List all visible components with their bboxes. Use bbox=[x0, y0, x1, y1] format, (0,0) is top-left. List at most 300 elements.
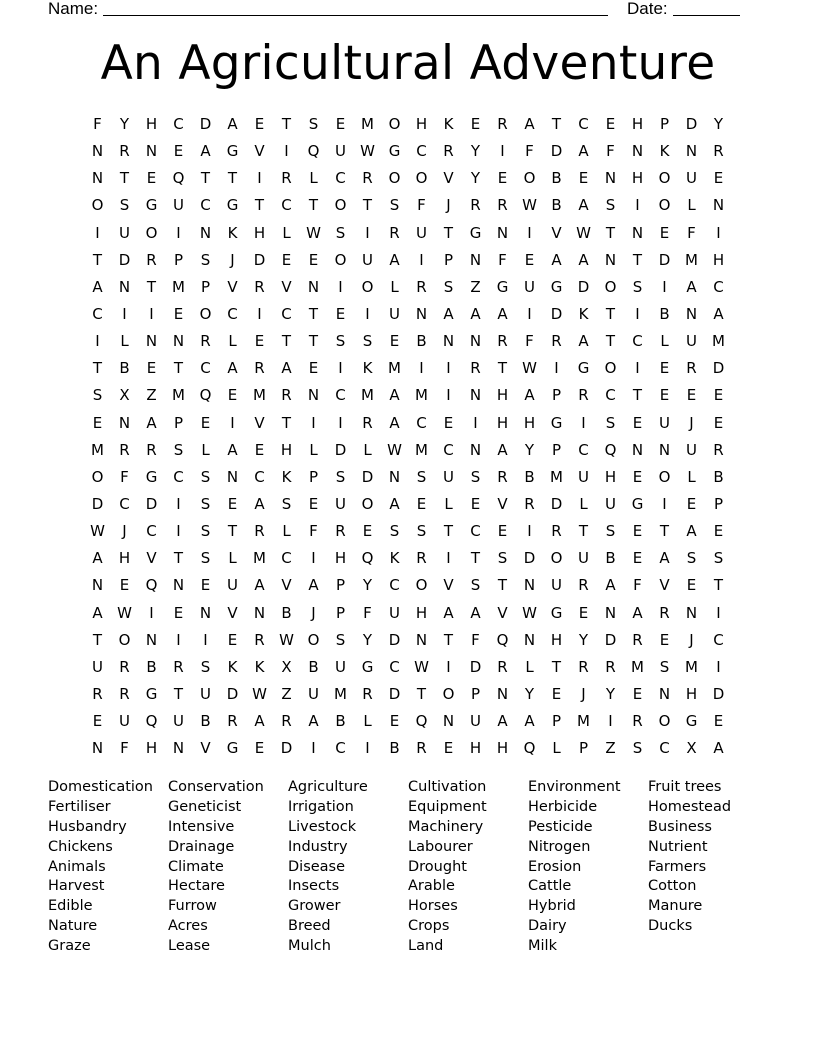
grid-letter: U bbox=[659, 413, 670, 432]
grid-letter: A bbox=[443, 304, 454, 323]
grid-letter: D bbox=[712, 359, 725, 378]
grid-letter: E bbox=[254, 115, 265, 133]
grid-letter: T bbox=[551, 115, 562, 133]
grid-letter: C bbox=[605, 386, 616, 405]
word-list-item: Herbicide bbox=[528, 798, 598, 815]
word-list-item: Business bbox=[648, 818, 712, 835]
grid-letter: I bbox=[149, 603, 154, 622]
grid-letter: S bbox=[416, 522, 427, 541]
grid-letter: L bbox=[687, 196, 696, 215]
grid-letter: Y bbox=[470, 169, 481, 188]
grid-letter: L bbox=[282, 522, 291, 541]
grid-letter: P bbox=[470, 684, 481, 703]
grid-letter: L bbox=[660, 332, 669, 351]
grid-letter: A bbox=[524, 712, 535, 731]
grid-letter: C bbox=[173, 115, 184, 133]
grid-letter: H bbox=[253, 223, 266, 242]
grid-letter: S bbox=[200, 494, 211, 513]
grid-letter: E bbox=[92, 712, 103, 731]
grid-letter: N bbox=[118, 413, 131, 432]
grid-letter: R bbox=[470, 359, 481, 378]
grid-letter: B bbox=[659, 304, 670, 323]
grid-letter: P bbox=[551, 712, 562, 731]
grid-letter: E bbox=[146, 359, 157, 378]
word-list-item: Chickens bbox=[48, 838, 113, 855]
word-list-item: Horses bbox=[408, 898, 458, 915]
word-list-item: Pesticide bbox=[528, 818, 593, 835]
grid-letter: I bbox=[716, 223, 721, 242]
grid-letter: R bbox=[227, 712, 238, 731]
grid-letter: I bbox=[176, 522, 181, 541]
grid-letter: E bbox=[227, 386, 238, 405]
grid-letter: S bbox=[605, 196, 616, 215]
grid-letter: B bbox=[281, 603, 292, 622]
grid-letter: V bbox=[227, 277, 238, 296]
grid-letter: L bbox=[309, 440, 318, 459]
grid-letter: A bbox=[497, 304, 508, 323]
grid-letter: I bbox=[635, 359, 640, 378]
grid-letter: H bbox=[496, 739, 509, 758]
grid-letter: E bbox=[173, 304, 184, 323]
grid-letter: N bbox=[172, 739, 185, 758]
grid-letter: C bbox=[335, 739, 346, 758]
grid-letter: E bbox=[632, 413, 643, 432]
grid-letter: H bbox=[550, 630, 563, 649]
grid-letter: O bbox=[361, 277, 374, 296]
grid-letter: H bbox=[685, 684, 698, 703]
grid-letter: R bbox=[146, 250, 157, 269]
grid-letter: Z bbox=[281, 684, 292, 703]
grid-letter: V bbox=[254, 413, 265, 432]
grid-letter: T bbox=[308, 304, 319, 323]
grid-letter: I bbox=[527, 304, 532, 323]
grid-letter: R bbox=[362, 684, 373, 703]
grid-letter: M bbox=[172, 386, 185, 405]
word-list-item: Hectare bbox=[168, 878, 225, 895]
grid-letter: E bbox=[497, 169, 508, 188]
grid-letter: Q bbox=[523, 739, 536, 758]
grid-letter: F bbox=[417, 196, 426, 215]
grid-letter: N bbox=[469, 250, 482, 269]
grid-letter: A bbox=[578, 332, 589, 351]
grid-letter: O bbox=[658, 169, 671, 188]
grid-letter: R bbox=[686, 359, 697, 378]
grid-letter: V bbox=[551, 223, 562, 242]
word-list-item: Cotton bbox=[648, 878, 697, 895]
grid-letter: F bbox=[606, 142, 615, 161]
grid-letter: E bbox=[713, 522, 724, 541]
grid-letter: L bbox=[552, 739, 561, 758]
grid-letter: A bbox=[92, 277, 103, 296]
grid-letter: Y bbox=[362, 576, 373, 595]
grid-letter: A bbox=[578, 250, 589, 269]
grid-letter: I bbox=[338, 277, 343, 296]
name-blank-line bbox=[103, 15, 608, 16]
grid-letter: F bbox=[525, 332, 534, 351]
grid-letter: T bbox=[578, 522, 589, 541]
grid-letter: V bbox=[200, 739, 211, 758]
grid-letter: U bbox=[578, 549, 589, 568]
grid-letter: Q bbox=[199, 386, 212, 405]
grid-letter: T bbox=[605, 223, 616, 242]
grid-letter: I bbox=[635, 196, 640, 215]
grid-letter: W bbox=[306, 223, 321, 242]
grid-letter: A bbox=[389, 413, 400, 432]
grid-letter: E bbox=[281, 250, 292, 269]
grid-letter: R bbox=[578, 657, 589, 676]
grid-letter: N bbox=[199, 603, 212, 622]
grid-letter: Q bbox=[307, 142, 320, 161]
grid-letter: E bbox=[254, 440, 265, 459]
grid-letter: E bbox=[335, 304, 346, 323]
grid-letter: I bbox=[554, 359, 559, 378]
grid-letter: I bbox=[419, 359, 424, 378]
grid-letter: W bbox=[252, 684, 267, 703]
grid-letter: P bbox=[200, 277, 211, 296]
word-list-item: Intensive bbox=[168, 818, 235, 835]
grid-letter: R bbox=[497, 467, 508, 486]
grid-letter: T bbox=[173, 684, 184, 703]
grid-letter: T bbox=[173, 359, 184, 378]
grid-letter: T bbox=[281, 115, 292, 133]
grid-letter: W bbox=[576, 223, 591, 242]
grid-letter: D bbox=[550, 304, 563, 323]
grid-letter: O bbox=[361, 494, 374, 513]
grid-letter: N bbox=[658, 440, 671, 459]
grid-letter: N bbox=[91, 142, 104, 161]
grid-letter: T bbox=[119, 169, 130, 188]
grid-letter: G bbox=[631, 494, 644, 513]
grid-letter: A bbox=[443, 603, 454, 622]
grid-letter: T bbox=[605, 304, 616, 323]
grid-letter: T bbox=[92, 250, 103, 269]
grid-letter: B bbox=[551, 196, 562, 215]
grid-letter: A bbox=[227, 115, 238, 133]
grid-letter: N bbox=[442, 712, 455, 731]
grid-letter: A bbox=[551, 250, 562, 269]
grid-letter: O bbox=[415, 576, 428, 595]
grid-letter: V bbox=[497, 494, 508, 513]
grid-letter: C bbox=[632, 332, 643, 351]
grid-letter: R bbox=[119, 440, 130, 459]
grid-letter: F bbox=[633, 576, 642, 595]
grid-letter: A bbox=[524, 386, 535, 405]
grid-letter: G bbox=[388, 142, 401, 161]
word-list-item: Nutrient bbox=[648, 838, 708, 855]
grid-letter: R bbox=[416, 549, 427, 568]
grid-letter: N bbox=[523, 630, 536, 649]
grid-letter: R bbox=[632, 712, 643, 731]
grid-letter: W bbox=[360, 142, 375, 161]
grid-letter: A bbox=[497, 440, 508, 459]
grid-letter: G bbox=[226, 739, 239, 758]
grid-letter: K bbox=[227, 657, 238, 676]
grid-letter: E bbox=[200, 413, 211, 432]
grid-letter: S bbox=[335, 467, 346, 486]
grid-letter: E bbox=[659, 223, 670, 242]
grid-letter: I bbox=[149, 304, 154, 323]
grid-letter: A bbox=[578, 196, 589, 215]
grid-letter: O bbox=[658, 196, 671, 215]
grid-letter: B bbox=[416, 332, 427, 351]
grid-letter: S bbox=[92, 386, 103, 405]
grid-letter: T bbox=[632, 386, 643, 405]
grid-letter: K bbox=[389, 549, 400, 568]
grid-letter: C bbox=[254, 467, 265, 486]
grid-letter: A bbox=[308, 712, 319, 731]
grid-letter: R bbox=[578, 386, 589, 405]
word-list-item: Ducks bbox=[648, 918, 693, 935]
grid-letter: A bbox=[146, 413, 157, 432]
grid-letter: R bbox=[632, 630, 643, 649]
grid-letter: D bbox=[388, 630, 401, 649]
grid-letter: E bbox=[686, 494, 697, 513]
grid-letter: Y bbox=[119, 115, 130, 133]
grid-letter: A bbox=[254, 576, 265, 595]
grid-letter: U bbox=[119, 712, 130, 731]
grid-letter: B bbox=[335, 712, 346, 731]
grid-letter: S bbox=[200, 522, 211, 541]
grid-letter: S bbox=[200, 549, 211, 568]
grid-letter: A bbox=[578, 142, 589, 161]
grid-letter: I bbox=[473, 413, 478, 432]
grid-letter: R bbox=[254, 630, 265, 649]
grid-letter: V bbox=[254, 142, 265, 161]
grid-letter: E bbox=[254, 739, 265, 758]
grid-letter: T bbox=[605, 332, 616, 351]
grid-letter: R bbox=[524, 494, 535, 513]
grid-letter: L bbox=[228, 332, 237, 351]
grid-letter: H bbox=[118, 549, 131, 568]
grid-letter: H bbox=[496, 386, 509, 405]
word-list-item: Homestead bbox=[648, 798, 732, 815]
grid-letter: R bbox=[659, 603, 670, 622]
grid-letter: H bbox=[496, 413, 509, 432]
grid-letter: O bbox=[604, 359, 617, 378]
grid-letter: O bbox=[658, 712, 671, 731]
grid-letter: I bbox=[284, 142, 289, 161]
grid-letter: C bbox=[416, 413, 427, 432]
grid-letter: T bbox=[173, 549, 184, 568]
grid-letter: E bbox=[92, 413, 103, 432]
grid-letter: L bbox=[363, 440, 372, 459]
grid-letter: M bbox=[631, 657, 644, 676]
grid-letter: P bbox=[308, 467, 319, 486]
grid-letter: O bbox=[199, 304, 212, 323]
grid-letter: S bbox=[632, 277, 643, 296]
grid-letter: N bbox=[685, 603, 698, 622]
grid-letter: P bbox=[659, 115, 670, 133]
grid-letter: R bbox=[335, 522, 346, 541]
grid-letter: P bbox=[578, 739, 589, 758]
word-list-item: Grower bbox=[288, 898, 341, 915]
grid-letter: U bbox=[443, 467, 454, 486]
grid-letter: V bbox=[443, 576, 454, 595]
grid-letter: I bbox=[365, 223, 370, 242]
grid-letter: I bbox=[311, 413, 316, 432]
grid-letter: I bbox=[419, 250, 424, 269]
grid-letter: E bbox=[470, 115, 481, 133]
grid-letter: E bbox=[335, 115, 346, 133]
grid-letter: H bbox=[631, 169, 644, 188]
grid-letter: O bbox=[145, 223, 158, 242]
word-list-item: Disease bbox=[288, 858, 346, 875]
grid-letter: A bbox=[470, 304, 481, 323]
grid-letter: N bbox=[685, 304, 698, 323]
grid-letter: S bbox=[281, 494, 292, 513]
grid-letter: G bbox=[550, 603, 563, 622]
grid-letter: E bbox=[389, 332, 400, 351]
grid-letter: T bbox=[227, 169, 238, 188]
grid-letter: C bbox=[659, 739, 670, 758]
grid-letter: A bbox=[389, 386, 400, 405]
grid-letter: I bbox=[230, 413, 235, 432]
grid-letter: M bbox=[253, 549, 266, 568]
grid-letter: L bbox=[309, 169, 318, 188]
grid-letter: M bbox=[577, 712, 590, 731]
grid-letter: E bbox=[524, 250, 535, 269]
word-list-item: Machinery bbox=[408, 818, 484, 835]
grid-letter: R bbox=[605, 657, 616, 676]
word-list-item: Erosion bbox=[528, 858, 582, 875]
grid-letter: A bbox=[389, 250, 400, 269]
grid-letter: D bbox=[712, 684, 725, 703]
grid-letter: N bbox=[685, 142, 698, 161]
word-list-item: Dairy bbox=[528, 918, 567, 935]
grid-letter: I bbox=[311, 739, 316, 758]
word-list-item: Industry bbox=[288, 838, 348, 855]
grid-letter: A bbox=[497, 712, 508, 731]
grid-letter: O bbox=[523, 169, 536, 188]
grid-letter: R bbox=[146, 440, 157, 459]
grid-letter: D bbox=[550, 494, 563, 513]
grid-letter: N bbox=[631, 142, 644, 161]
grid-letter: N bbox=[712, 196, 725, 215]
grid-letter: I bbox=[176, 630, 181, 649]
grid-letter: P bbox=[335, 576, 346, 595]
word-list-item: Environment bbox=[528, 779, 621, 795]
grid-letter: S bbox=[200, 250, 211, 269]
grid-letter: G bbox=[577, 359, 590, 378]
grid-letter: U bbox=[119, 223, 130, 242]
grid-letter: R bbox=[497, 196, 508, 215]
grid-letter: E bbox=[659, 386, 670, 405]
grid-letter: F bbox=[471, 630, 480, 649]
grid-letter: T bbox=[146, 277, 157, 296]
grid-letter: T bbox=[308, 332, 319, 351]
grid-letter: W bbox=[414, 657, 429, 676]
grid-letter: E bbox=[443, 739, 454, 758]
grid-letter: T bbox=[443, 522, 454, 541]
grid-letter: A bbox=[389, 494, 400, 513]
grid-letter: D bbox=[577, 277, 590, 296]
grid-letter: G bbox=[226, 196, 239, 215]
grid-letter: L bbox=[579, 494, 588, 513]
grid-letter: V bbox=[443, 169, 454, 188]
grid-letter: J bbox=[689, 630, 694, 649]
grid-letter: F bbox=[120, 467, 129, 486]
grid-letter: E bbox=[254, 332, 265, 351]
grid-letter: S bbox=[605, 522, 616, 541]
grid-letter: H bbox=[604, 467, 617, 486]
grid-letter: C bbox=[713, 630, 724, 649]
grid-letter: Z bbox=[146, 386, 157, 405]
grid-letter: P bbox=[443, 250, 454, 269]
grid-letter: P bbox=[551, 386, 562, 405]
word-list-item: Climate bbox=[168, 858, 224, 875]
grid-letter: E bbox=[200, 576, 211, 595]
grid-letter: C bbox=[416, 142, 427, 161]
grid-letter: U bbox=[389, 304, 400, 323]
grid-letter: M bbox=[388, 359, 401, 378]
grid-letter: F bbox=[363, 603, 372, 622]
word-list-item: Equipment bbox=[408, 798, 487, 815]
grid-letter: R bbox=[254, 359, 265, 378]
word-list-item: Drainage bbox=[168, 838, 235, 855]
grid-letter: R bbox=[416, 277, 427, 296]
grid-letter: N bbox=[253, 603, 266, 622]
grid-letter: E bbox=[632, 467, 643, 486]
grid-letter: G bbox=[361, 657, 374, 676]
grid-letter: I bbox=[527, 522, 532, 541]
grid-letter: U bbox=[362, 250, 373, 269]
word-list-item: Hybrid bbox=[528, 898, 576, 915]
grid-letter: N bbox=[145, 332, 158, 351]
grid-letter: I bbox=[716, 657, 721, 676]
grid-letter: F bbox=[120, 739, 129, 758]
grid-letter: I bbox=[662, 494, 667, 513]
grid-letter: R bbox=[551, 522, 562, 541]
grid-letter: R bbox=[497, 115, 508, 133]
grid-letter: O bbox=[604, 277, 617, 296]
grid-letter: R bbox=[362, 413, 373, 432]
word-list-item: Labourer bbox=[408, 838, 473, 855]
grid-letter: I bbox=[662, 277, 667, 296]
grid-letter: N bbox=[631, 440, 644, 459]
grid-letter: H bbox=[280, 440, 293, 459]
grid-letter: G bbox=[145, 196, 158, 215]
grid-letter: R bbox=[578, 576, 589, 595]
grid-letter: F bbox=[93, 115, 102, 133]
grid-letter: Y bbox=[524, 684, 535, 703]
grid-letter: F bbox=[309, 522, 318, 541]
grid-letter: E bbox=[497, 522, 508, 541]
grid-letter: U bbox=[308, 684, 319, 703]
grid-letter: H bbox=[415, 603, 428, 622]
grid-letter: T bbox=[362, 196, 373, 215]
grid-letter: N bbox=[523, 576, 536, 595]
grid-letter: W bbox=[522, 196, 537, 215]
grid-letter: P bbox=[173, 250, 184, 269]
grid-letter: N bbox=[604, 250, 617, 269]
grid-letter: R bbox=[551, 332, 562, 351]
grid-letter: T bbox=[497, 359, 508, 378]
grid-letter: O bbox=[658, 467, 671, 486]
grid-letter: T bbox=[281, 413, 292, 432]
grid-letter: U bbox=[200, 684, 211, 703]
grid-letter: D bbox=[388, 684, 401, 703]
page-title: An Agricultural Adventure bbox=[100, 36, 716, 91]
grid-letter: R bbox=[470, 196, 481, 215]
grid-letter: N bbox=[496, 684, 509, 703]
grid-letter: T bbox=[551, 657, 562, 676]
grid-letter: T bbox=[659, 522, 670, 541]
grid-letter: V bbox=[281, 277, 292, 296]
grid-letter: M bbox=[172, 277, 185, 296]
grid-letter: M bbox=[685, 250, 698, 269]
grid-letter: R bbox=[200, 332, 211, 351]
grid-letter: T bbox=[92, 359, 103, 378]
